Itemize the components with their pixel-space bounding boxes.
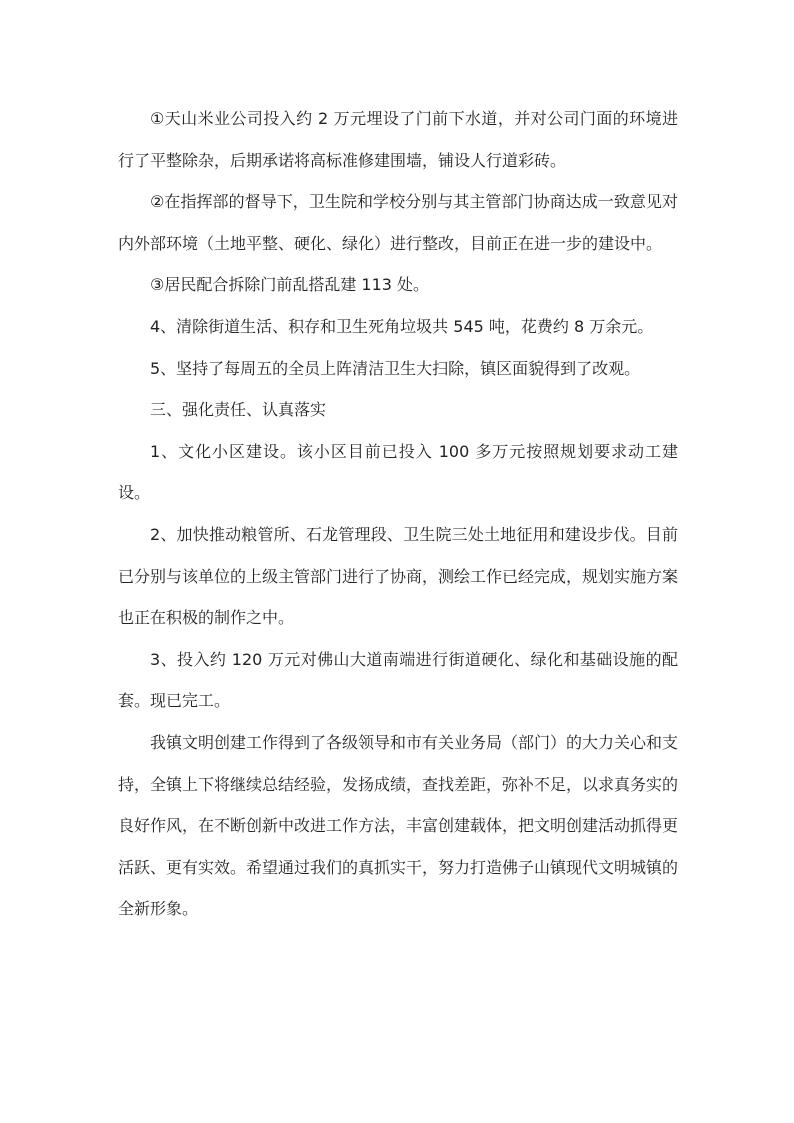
paragraph-hospital-school: ②在指挥部的督导下，卫生院和学校分别与其主管部门协商达成一致意见对内外部环境（土地平整、硬化、绿化）进行整改，目前正在进一步的建设中。 — [118, 192, 678, 253]
paragraph-residents-demolition: ③居民配合拆除门前乱搭乱建 113 处。 — [150, 275, 430, 295]
section-heading-responsibility: 三、强化责任、认真落实 — [150, 400, 327, 420]
paragraph-foshan-avenue: 3、投入约 120 万元对佛山大道南端进行街道硬化、绿化和基础设施的配套。现已完工。 — [118, 649, 678, 711]
paragraph-conclusion: 我镇文明创建工作得到了各级领导和市有关业务局（部门）的大力关心和支持，全镇上下将继续总结经验，发扬成绩，查找差距，弥补不足，以求真务实的良好作风，在不断创新中改进工作方法，丰富创建载体，把文明创建活动抓得更活跃、更有实效。希望通过我们的真抓实干，努力打造佛子山镇现代文明城镇的全新形象。 — [118, 732, 679, 919]
paragraph-land-acquisition: 2、加快推动粮管所、石龙管理段、卫生院三处土地征用和建设步伐。目前已分别与该单位的上级主管部门进行了协商，测绘工作已经完成，规划实施方案也正在积极的制作之中。 — [118, 524, 679, 628]
paragraph-weekly-cleaning: 5、坚持了每周五的全员上阵清洁卫生大扫除，镇区面貌得到了改观。 — [150, 358, 641, 378]
paragraph-tianshan-rice: ①天山米业公司投入约 2 万元埋设了门前下水道，并对公司门面的环境进行了平整除杂，后期承诺将高标准修建围墙，铺设人行道彩砖。 — [118, 109, 678, 170]
paragraph-cultural-community: 1、文化小区建设。该小区目前已投入 100 多万元按照规划要求动工建设。 — [118, 441, 678, 503]
document-body — [118, 98, 678, 930]
paragraph-garbage-cleanup: 4、清除街道生活、积存和卫生死角垃圾共 545 吨，花费约 8 万余元。 — [150, 316, 654, 336]
